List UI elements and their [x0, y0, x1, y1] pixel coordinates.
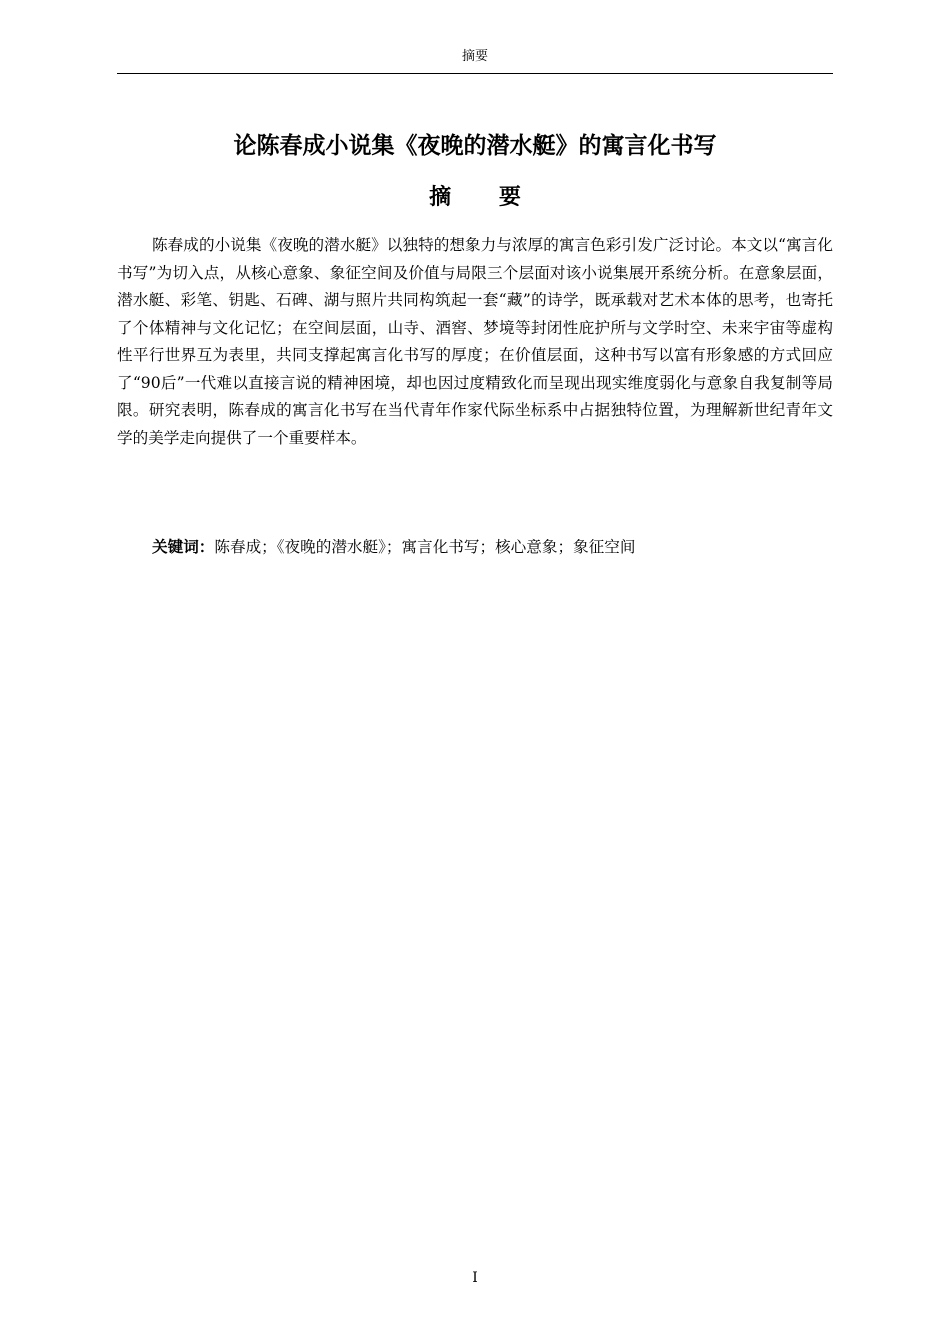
keywords-label: 关键词： — [152, 538, 215, 556]
keywords-line — [117, 533, 833, 561]
page-number: I — [472, 1270, 478, 1286]
abstract-paragraph: 陈春成的小说集《夜晚的潜水艇》以独特的想象力与浓厚的寓言色彩引发广泛讨论。本文以“寓言化书写”为切入点，从核心意象、象征空间及价值与局限三个层面对该小说集展开系统分析。在意象层面，潜水艇、彩笔、钥匙、石碑、湖与照片共同构筑起一套“藏”的诗学，既承载对艺术本体的思考，也寄托了个体精神与文化记忆；在空间层面，山寺、酒窖、梦境等封闭性庇护所与文学时空、未来宇宙等虚构性平行世界互为表里，共同支撑起寓言化书写的厚度；在价值层面，这种书写以富有形象感的方式回应了“90后”一代难以直接言说的精神困境，却也因过度精致化而呈现出现实维度弱化与意象自我复制等局限。研究表明，陈春成的寓言化书写在当代青年作家代际坐标系中占据独特位置，为理解新世纪青年文学的美学走向提供了一个重要样本。 — [117, 236, 833, 447]
running-header: 摘要 — [117, 48, 833, 74]
keywords-text: 陈春成；《夜晚的潜水艇》；寓言化书写；核心意象；象征空间 — [214, 538, 636, 556]
paper-title: 论陈春成小说集《夜晚的潜水艇》的寓言化书写 — [233, 133, 717, 159]
abstract-heading: 摘 要 — [429, 185, 541, 210]
